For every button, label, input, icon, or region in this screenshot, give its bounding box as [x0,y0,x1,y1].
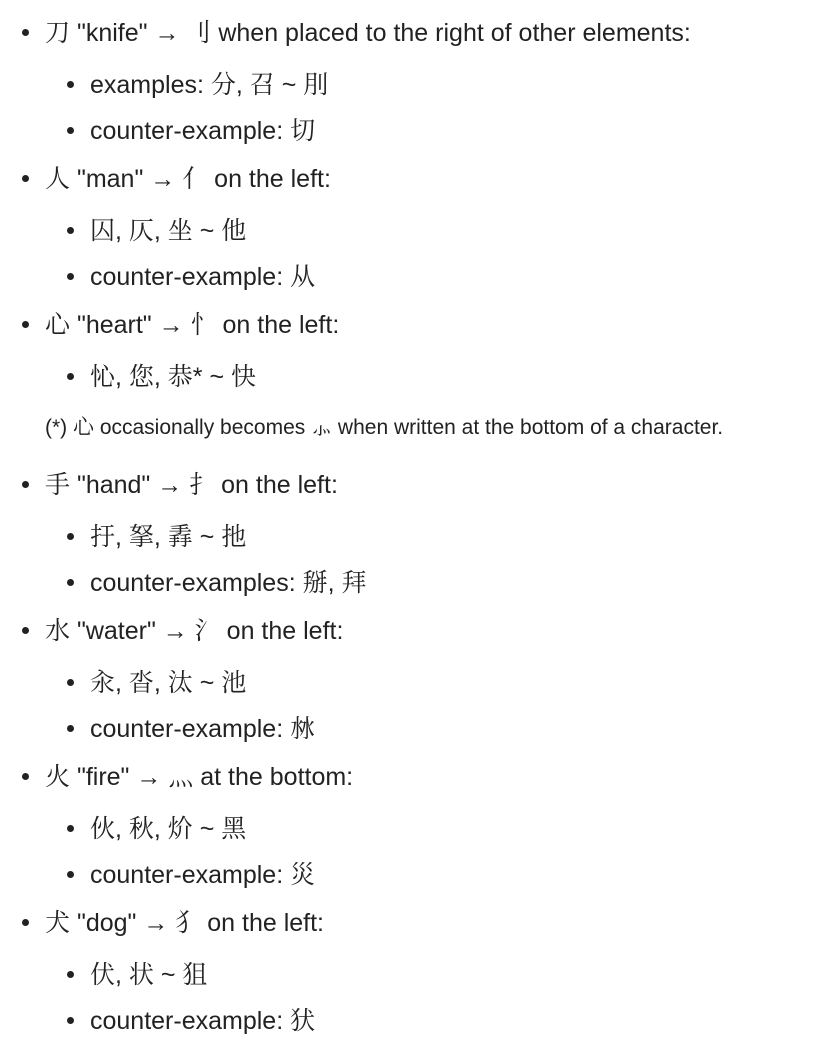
sub-item [67,70,328,100]
sub-item-text: 囚, 仄, 坐 ~ 他 [90,217,247,245]
list-item-knife [22,18,691,48]
bullet [67,568,90,598]
list-item-water [22,616,343,646]
footnote: (*) 心 occasionally becomes ⺗ when written at the bottom of a character. [45,416,724,439]
list-item-text: 手 "hand" → 扌 on the left: [45,471,338,499]
sub-item [67,216,246,246]
bullet [67,960,90,990]
sub-item-text: 伏, 状 ~ 狙 [90,961,208,989]
list-item-fire [22,762,353,792]
sub-item-text: counter-example: 災 [90,861,316,889]
bullet [67,70,90,100]
sub-item [67,714,315,744]
bullet [67,116,90,146]
bullet [67,362,90,392]
list-item-text: 刀 "knife" → 刂 when placed to the right of other elements: [45,19,691,47]
list-item-text: 水 "water" → 氵 on the left: [45,617,344,645]
sub-item-text: counter-example: 切 [90,117,316,145]
sub-item [67,116,315,146]
bullet [22,164,45,194]
sub-item [67,860,315,890]
sub-item-text: 扜, 拏, 掱 ~ 扡 [90,523,247,551]
bullet [22,908,45,938]
sub-item-text: counter-example: 沝 [90,715,316,743]
list-item-text: 火 "fire" → 灬 at the bottom: [45,763,354,791]
bullet [22,18,45,48]
list-item-heart [22,310,339,340]
bullet [67,1006,90,1036]
list-item-text: 心 "heart" → 忄 on the left: [45,311,340,339]
list-item-text: 人 "man" → 亻 on the left: [45,165,331,193]
bullet [67,216,90,246]
sub-item [67,814,246,844]
list-item-man [22,164,331,194]
sub-item-text: counter-examples: 掰, 拜 [90,569,367,597]
bullet [22,762,45,792]
sub-item [67,668,246,698]
sub-item-text: 汆, 沓, 汰 ~ 池 [90,669,247,697]
bullet [67,262,90,292]
sub-item-text: 㤈, 您, 恭* ~ 快 [90,363,257,391]
sub-item [67,960,207,990]
sub-item [67,568,367,598]
bullet [22,616,45,646]
bullet [67,814,90,844]
bullet [67,860,90,890]
sub-item [67,362,256,392]
sub-item-text: counter-example: 犾 [90,1007,316,1035]
list-item-text: 犬 "dog" → 犭 on the left: [45,909,324,937]
bullet [67,522,90,552]
list-item-dog [22,908,324,938]
bullet [22,470,45,500]
bullet [67,668,90,698]
sub-item-text: counter-example: 从 [90,263,316,291]
list-item-hand [22,470,338,500]
sub-item-text: examples: 分, 召 ~ 刖 [90,71,329,99]
sub-item-text: 伙, 秋, 炌 ~ 黑 [90,815,247,843]
bullet [67,714,90,744]
sub-item [67,1006,315,1036]
sub-item [67,262,315,292]
bullet [22,310,45,340]
sub-item [67,522,246,552]
